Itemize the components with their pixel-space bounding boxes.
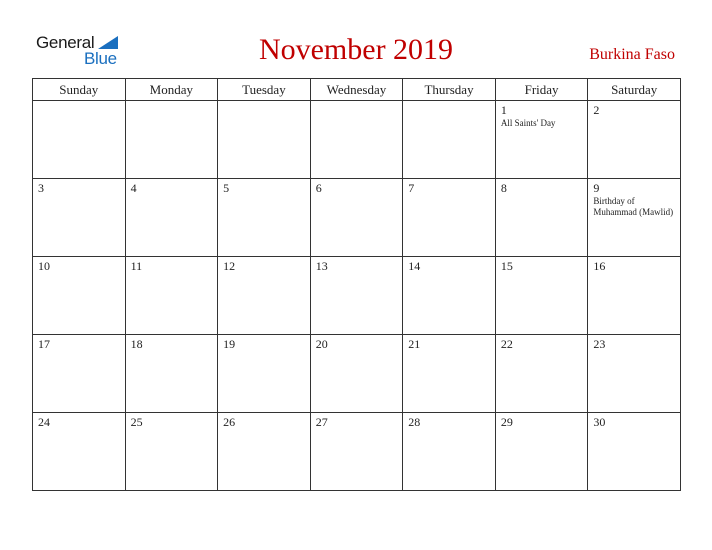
week-row: [33, 179, 681, 257]
day-number: 10: [38, 259, 50, 273]
week-row: [33, 335, 681, 413]
day-number: 19: [223, 337, 236, 351]
weekday-friday: Friday: [495, 79, 588, 101]
day-number: 22: [500, 337, 513, 351]
day-cell: [218, 179, 311, 257]
day-number: 29: [500, 415, 513, 429]
day-cell: [495, 257, 588, 335]
holiday-label: Birthday of Muhammad (Mawlid): [593, 196, 674, 217]
day-cell: [218, 413, 311, 491]
day-cell: [125, 257, 218, 335]
day-cell: [588, 335, 681, 413]
day-number: 1: [500, 103, 507, 117]
weekday-tuesday: Tuesday: [218, 79, 311, 101]
day-number: 30: [593, 415, 606, 429]
day-cell: [33, 101, 126, 179]
week-row: [33, 101, 681, 179]
day-cell: [125, 413, 218, 491]
day-cell: [33, 413, 126, 491]
day-cell: [403, 101, 496, 179]
day-cell: [310, 257, 403, 335]
day-cell: [310, 413, 403, 491]
weekday-wednesday: Wednesday: [310, 79, 403, 101]
day-cell: [33, 335, 126, 413]
day-cell: [218, 335, 311, 413]
day-cell: [403, 335, 496, 413]
day-number: 26: [223, 415, 236, 429]
day-number: 25: [130, 415, 143, 429]
day-number: 28: [408, 415, 421, 429]
day-cell: [33, 257, 126, 335]
day-cell: [495, 413, 588, 491]
calendar-title: November 2019: [258, 33, 454, 66]
day-number: 13: [315, 259, 328, 273]
day-cell: [310, 101, 403, 179]
day-number: 4: [130, 181, 137, 195]
day-number: 16: [593, 259, 606, 273]
day-cell: [495, 335, 588, 413]
calendar-grid: [32, 78, 681, 491]
day-number: 27: [315, 415, 328, 429]
day-cell: [310, 179, 403, 257]
day-number: 11: [130, 259, 143, 273]
day-cell: [403, 179, 496, 257]
day-cell: [125, 101, 218, 179]
calendar-body: [33, 101, 681, 491]
weekday-monday: Monday: [125, 79, 218, 101]
day-number: 3: [38, 181, 44, 195]
holiday-label: All Saints' Day: [500, 118, 556, 128]
weekday-header-row: [33, 79, 681, 101]
week-row: [33, 257, 681, 335]
country-name: Burkina Faso: [589, 46, 675, 63]
day-cell: [33, 179, 126, 257]
weekday-sunday: Sunday: [33, 79, 126, 101]
day-number: 24: [38, 415, 50, 429]
day-number: 18: [130, 337, 143, 351]
week-row: [33, 413, 681, 491]
day-cell: [403, 413, 496, 491]
day-number: 2: [593, 103, 600, 117]
day-number: 7: [408, 181, 415, 195]
day-number: 15: [500, 259, 513, 273]
day-cell: [125, 335, 218, 413]
day-number: 9: [593, 181, 600, 195]
day-cell: [588, 179, 681, 257]
day-number: 23: [593, 337, 606, 351]
day-cell: [588, 413, 681, 491]
day-cell: [403, 257, 496, 335]
logo-text-blue: Blue: [84, 49, 117, 68]
day-cell: [588, 257, 681, 335]
day-number: 17: [38, 337, 50, 351]
day-number: 20: [315, 337, 328, 351]
weekday-thursday: Thursday: [403, 79, 496, 101]
day-number: 8: [500, 181, 507, 195]
day-cell: [495, 179, 588, 257]
day-number: 5: [223, 181, 230, 195]
day-cell: [495, 101, 588, 179]
day-number: 6: [315, 181, 322, 195]
logo-text-general: General: [36, 33, 95, 52]
day-number: 21: [408, 337, 421, 351]
day-cell: [125, 179, 218, 257]
day-number: 14: [408, 259, 421, 273]
day-cell: [310, 335, 403, 413]
day-cell: [588, 101, 681, 179]
day-number: 12: [223, 259, 236, 273]
day-cell: [218, 101, 311, 179]
weekday-saturday: Saturday: [588, 79, 681, 101]
day-cell: [218, 257, 311, 335]
